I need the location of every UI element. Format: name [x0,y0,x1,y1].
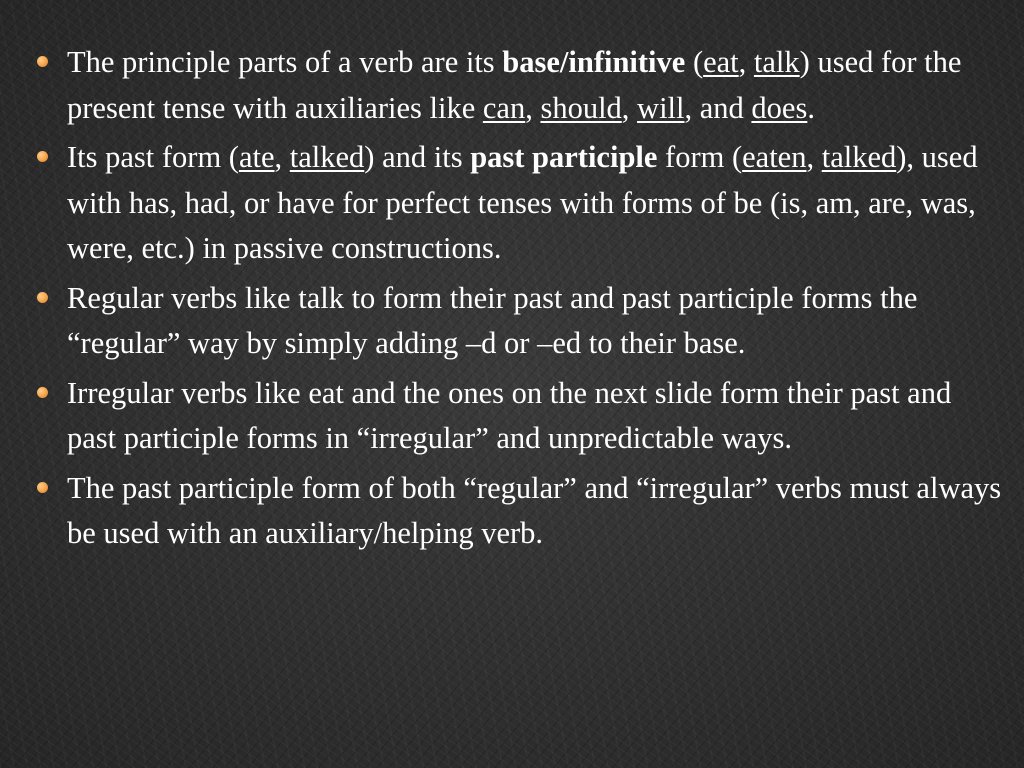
text-segment: ) and its [364,140,471,174]
underlined-example: talk [753,45,800,79]
underlined-example: will [637,90,685,125]
bullet-text [67,45,961,125]
text-segment: ), used with has, had, or have for perfect tenses with forms of be (is, am, are, was, were, etc.) in passive constructions. [67,140,978,265]
underlined-example: eaten [742,140,807,174]
bullet-dot-icon [37,387,48,398]
text-segment: . [807,90,815,125]
bullet-item [34,135,1002,272]
underlined-example: talked [821,140,897,174]
underlined-example: does [751,90,808,125]
bullet-item [34,466,1002,557]
bold-term: past participle [470,140,658,174]
bullet-text: Irregular verbs like eat and the ones on the next slide form their past and past participle forms in “irregular” and unpredictable ways. [67,375,952,455]
text-segment: , [738,45,754,79]
bullet-item [34,276,1002,367]
bullet-dot-icon [37,151,48,162]
underlined-example: should [540,90,622,125]
bullet-dot-icon [37,56,48,67]
text-segment: , [274,140,290,174]
bullet-item [34,40,1002,131]
text-segment: form ( [657,140,743,174]
bullet-text: The past participle form of both “regular” and “irregular” verbs must always be used with an auxiliary/helping verb. [67,470,1002,550]
bullet-text: Regular verbs like talk to form their past and past participle forms the “regular” way by simply adding –d or –ed to their base. [67,280,918,360]
bullet-item [34,371,1002,462]
bullet-dot-icon [37,292,48,303]
underlined-example: ate [238,140,275,174]
underlined-example: eat [703,45,739,79]
bullet-list [34,40,1002,561]
underlined-example: can [482,90,526,125]
text-segment: , [806,140,822,174]
text-segment: , [525,90,541,125]
text-segment: , [621,90,638,125]
bullet-dot-icon [37,482,48,493]
underlined-example: talked [289,140,365,174]
text-segment: ( [685,45,704,79]
bold-term: base/infinitive [502,45,686,79]
text-segment: ) used for the present tense with auxiliaries like [67,45,962,125]
text-segment: Its past form ( [67,140,239,174]
text-segment: , and [684,90,752,125]
bullet-text [67,140,978,265]
text-segment: The principle parts of a verb are its [67,45,503,79]
